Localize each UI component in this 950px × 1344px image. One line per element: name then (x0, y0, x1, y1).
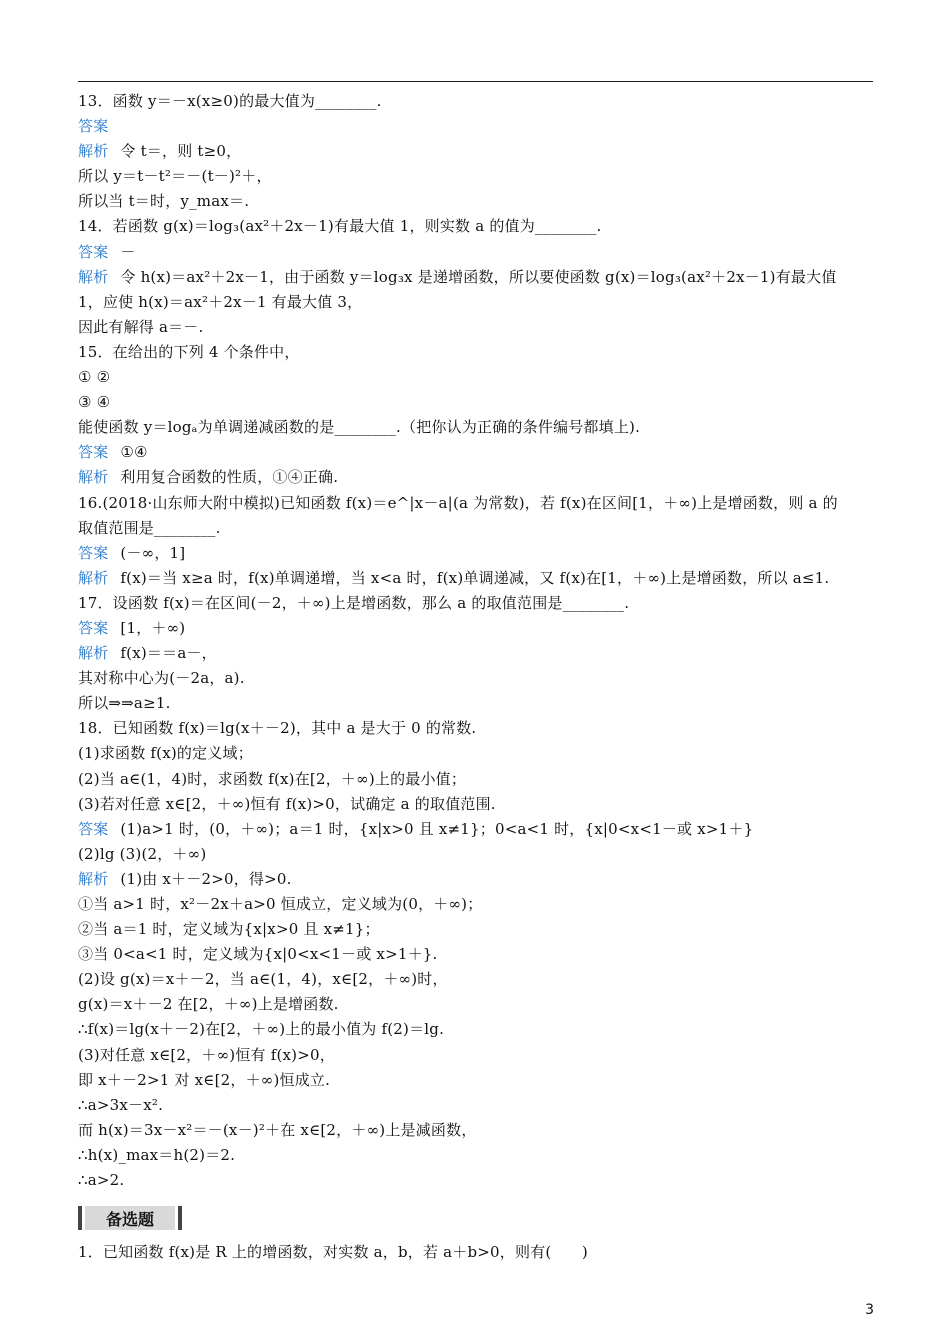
section-heading-right-bar (178, 1206, 182, 1230)
line-text: 因此有解得 a＝－. (78, 317, 204, 336)
line-text: 13．函数 y＝－x(x≥0)的最大值为________. (78, 92, 382, 110)
text-line (78, 867, 874, 892)
line-text: ∴a>3x－x². (78, 1095, 164, 1114)
text-line (78, 1017, 874, 1042)
line-text: (－∞，1] (120, 543, 186, 562)
text-line (78, 767, 874, 792)
answer-label: 答案 (78, 618, 109, 637)
line-text: f(x)＝当 x≥a 时，f(x)单调递增，当 x<a 时，f(x)单调递减，又 f(x)在[1，＋∞)上是增函数，所以 a≤1. (120, 568, 830, 587)
line-text: 而 h(x)＝3x－x²＝－(x－)²＋在 x∈[2，＋∞)上是减函数， (78, 1120, 477, 1139)
analysis-label: 解析 (78, 468, 109, 487)
text-line (78, 792, 874, 817)
line-text: f(x)＝＝a－， (120, 644, 217, 663)
text-line (78, 1043, 874, 1068)
line-text: － (120, 242, 136, 261)
text-line (78, 189, 874, 214)
line-text: 能使函数 y＝logₐ为单调递减函数的是________.（把你认为正确的条件编号都填上). (78, 418, 641, 437)
text-line (78, 465, 874, 490)
analysis-label: 解析 (78, 142, 109, 161)
text-line (78, 390, 874, 415)
line-text: 14．若函数 g(x)＝log₃(ax²＋2x－1)有最大值 1，则实数 a 的值为________. (78, 217, 602, 236)
answer-label: 答案 (78, 543, 109, 562)
line-text: ∴h(x)_max＝h(2)＝2. (78, 1145, 236, 1164)
line-text: g(x)＝x＋－2 在[2，＋∞)上是增函数. (78, 995, 339, 1014)
text-line (78, 616, 874, 641)
answer-label: 答案 (78, 117, 109, 136)
text-line (78, 214, 874, 239)
page-number: 3 (865, 1302, 874, 1318)
line-text: 1．已知函数 f(x)是 R 上的增函数，对实数 a，b，若 a＋b>0，则有( ) (78, 1243, 588, 1261)
answer-label: 答案 (78, 242, 109, 261)
line-text: ∴f(x)＝lg(x＋－2)在[2，＋∞)上的最小值为 f(2)＝lg. (78, 1020, 445, 1039)
text-line (78, 741, 874, 766)
text-line (78, 1093, 874, 1118)
text-line (78, 139, 874, 164)
line-text: ①当 a>1 时，x²－2x＋a>0 恒成立，定义域为(0，＋∞)； (78, 895, 483, 913)
line-text: ①④ (120, 443, 148, 462)
text-line (78, 491, 874, 516)
section-heading-left-bar (78, 1206, 82, 1230)
text-line (78, 716, 874, 741)
text-line (78, 1143, 874, 1168)
line-text: ③当 0<a<1 时，定义域为{x|0<x<1－或 x>1＋}. (78, 945, 438, 964)
line-text: (2)lg (3)(2，＋∞) (78, 844, 207, 863)
line-text: ③ ④ (78, 393, 111, 412)
text-line (78, 942, 874, 967)
text-line (78, 365, 874, 390)
text-line (78, 1068, 874, 1093)
text-line (78, 89, 874, 114)
text-line (78, 566, 874, 591)
text-line (78, 917, 874, 942)
header-rule (78, 81, 873, 82)
answer-label: 答案 (78, 819, 109, 838)
text-line (78, 415, 874, 440)
line-text: (1)由 x＋－2>0，得>0. (120, 869, 292, 888)
line-text: ②当 a＝1 时，定义域为{x|x>0 且 x≠1}； (78, 920, 380, 939)
answer-label: 答案 (78, 443, 109, 462)
text-line (78, 1240, 874, 1265)
line-text: (3)若对任意 x∈[2，＋∞)恒有 f(x)>0，试确定 a 的取值范围. (78, 794, 496, 813)
text-line (78, 641, 874, 666)
text-line (78, 164, 874, 189)
section-heading (78, 1206, 182, 1230)
text-line (78, 666, 874, 691)
line-text: 其对称中心为(－2a，a). (78, 669, 245, 688)
line-text: (1)a>1 时，(0，＋∞)；a＝1 时，{x|x>0 且 x≠1}；0<a<1 时，{x|0<x<1－或 x>1＋} (120, 819, 754, 838)
text-line (78, 817, 874, 842)
text-line (78, 967, 874, 992)
line-text: 17．设函数 f(x)＝在区间(－2，＋∞)上是增函数，那么 a 的取值范围是________. (78, 593, 630, 612)
text-line (78, 1118, 874, 1143)
text-line (78, 1168, 874, 1193)
line-text: 所以当 t＝时，y_max＝. (78, 192, 250, 211)
line-text: ① ② (78, 368, 111, 387)
line-text: (2)当 a∈(1，4)时，求函数 f(x)在[2，＋∞)上的最小值； (78, 769, 467, 788)
line-text: 16.(2018·山东师大附中模拟)已知函数 f(x)＝e^|x－a|(a 为常数)，若 f(x)在区间[1，＋∞)上是增函数，则 a 的 (78, 493, 838, 512)
after-section-body (78, 1240, 874, 1265)
text-line (78, 516, 874, 541)
text-line (78, 992, 874, 1017)
analysis-label: 解析 (78, 568, 109, 587)
text-line (78, 591, 874, 616)
line-text: [1，＋∞) (120, 618, 186, 637)
line-text: 即 x＋－2>1 对 x∈[2，＋∞)恒成立. (78, 1070, 331, 1089)
line-text: 18．已知函数 f(x)＝lg(x＋－2)，其中 a 是大于 0 的常数. (78, 719, 477, 738)
text-line (78, 691, 874, 716)
line-text: 利用复合函数的性质，①④正确. (120, 468, 339, 487)
analysis-label: 解析 (78, 267, 109, 286)
text-line (78, 541, 874, 566)
text-line (78, 114, 874, 139)
line-text: (2)设 g(x)＝x＋－2，当 a∈(1，4)，x∈[2，＋∞)时， (78, 970, 448, 989)
document-body (78, 89, 874, 1193)
text-line (78, 265, 874, 290)
text-line (78, 842, 874, 867)
line-text: 所以⇒⇒a≥1. (78, 694, 171, 713)
line-text: 15．在给出的下列 4 个条件中， (78, 342, 300, 361)
text-line (78, 892, 874, 917)
text-line (78, 315, 874, 340)
line-text: (1)求函数 f(x)的定义域； (78, 744, 253, 763)
text-line (78, 240, 874, 265)
line-text: 令 t＝，则 t≥0， (120, 142, 242, 161)
line-text: ∴a>2. (78, 1171, 125, 1190)
text-line (78, 340, 874, 365)
line-text: 取值范围是________. (78, 518, 221, 537)
line-text: 1，应使 h(x)＝ax²＋2x－1 有最大值 3， (78, 292, 363, 311)
analysis-label: 解析 (78, 869, 109, 888)
section-heading-title: 备选题 (85, 1206, 175, 1230)
line-text: (3)对任意 x∈[2，＋∞)恒有 f(x)>0， (78, 1045, 335, 1064)
line-text: 所以 y＝t－t²＝－(t－)²＋， (78, 167, 272, 186)
text-line (78, 440, 874, 465)
text-line (78, 290, 874, 315)
line-text: 令 h(x)＝ax²＋2x－1，由于函数 y＝log₃x 是递增函数，所以要使函数 g(x)＝log₃(ax²＋2x－1)有最大值 (120, 267, 837, 286)
analysis-label: 解析 (78, 644, 109, 663)
